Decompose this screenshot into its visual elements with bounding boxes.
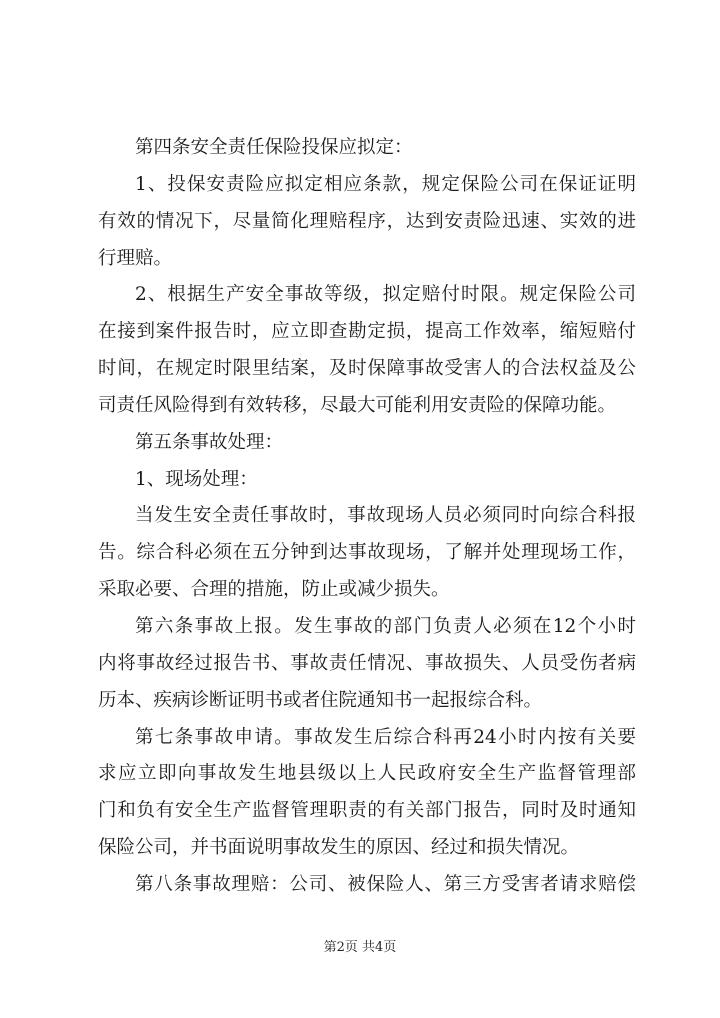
page-footer: 第2页 共4页: [323, 940, 397, 955]
text-line: 第五条事故处理：: [135, 431, 284, 453]
paragraph: [98, 498, 636, 609]
text-line: 采取必要、合理的措施，防止或减少损失。: [98, 579, 450, 601]
text-line: 内将事故经过报告书、事故责任情况、事故损失、人员受伤者病: [98, 652, 636, 674]
text-line: 2、根据生产安全事故等级，拟定赔付时限。规定保险公司: [135, 284, 636, 306]
paragraph: [98, 462, 636, 499]
text-line: 在接到案件报告时，应立即查勘定损，提高工作效率，缩短赔付: [98, 321, 636, 343]
text-line: 有效的情况下，尽量简化理赔程序，达到安责险迅速、实效的进: [98, 210, 636, 232]
paragraph: [98, 425, 636, 462]
paragraph: [98, 277, 636, 424]
paragraph: [98, 867, 636, 904]
paragraph: [98, 720, 636, 867]
text-line: 第七条事故申请。事故发生后综合科再24小时内按有关要: [135, 726, 636, 748]
text-line: 行理赔。: [98, 247, 173, 269]
text-line: 时间，在规定时限里结案，及时保障事故受害人的合法权益及公: [98, 358, 636, 380]
text-line: 保险公司，并书面说明事故发生的原因、经过和损失情况。: [98, 837, 580, 859]
text-line: 第四条安全责任保险投保应拟定：: [135, 137, 413, 158]
text-line: 第六条事故上报。发生事故的部门负责人必须在12个小时: [135, 615, 636, 637]
paragraph: [98, 609, 636, 720]
text-line: 求应立即向事故发生地县级以上人民政府安全生产监督管理部: [98, 763, 636, 785]
text-line: 门和负有安全生产监督管理职责的有关部门报告，同时及时通知: [98, 800, 636, 822]
text-line: 历本、疾病诊断证明书或者住院通知书一起报综合科。: [98, 689, 543, 711]
text-line: 告。综合科必须在五分钟到达事故现场，了解并处理现场工作，: [98, 542, 636, 564]
text-line: 司责任风险得到有效转移，尽最大可能利用安责险的保障功能。: [98, 394, 617, 416]
text-line: 1、投保安责险应拟定相应条款，规定保险公司在保证证明: [135, 173, 636, 195]
text-line: 第八条事故理赔：公司、被保险人、第三方受害者请求赔偿: [135, 873, 636, 895]
text-line: 1、现场处理：: [135, 468, 258, 490]
text-line: 当发生安全责任事故时，事故现场人员必须同时向综合科报: [135, 505, 636, 527]
paragraph: [98, 167, 636, 278]
document-body: [98, 130, 636, 904]
paragraph: [98, 130, 636, 167]
